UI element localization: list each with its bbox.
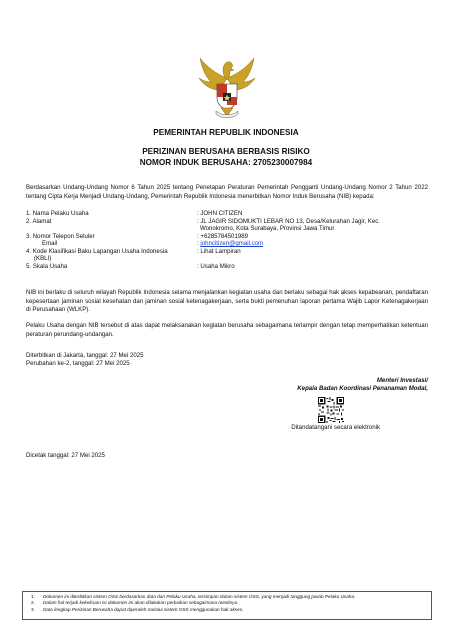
issue-dates (26, 352, 144, 369)
signer-title-2: Kepala Badan Koordinasi Penanaman Modal, (297, 385, 428, 393)
applicant-fields (26, 210, 436, 270)
address-line-2: Wonokromo, Kota Surabaya, Provinsi Jawa Timur (200, 225, 335, 232)
footnote-text: Dalam hal terjadi kekeliruan isi dokumen ini akan dilakukan perbaikan sebagaimana mestinya. (43, 600, 239, 606)
garuda-emblem-icon (196, 56, 258, 122)
kbli-label-line-1: 4. Kode Klasifikasi Baku Lapangan Usaha Indonesia (26, 247, 168, 255)
issued-date: Diterbitkan di Jakarta, tanggal: 27 Mei 2025 (26, 352, 144, 359)
footnote-number: 3. (31, 606, 35, 612)
field-row-address (26, 218, 436, 233)
revision-date: Perubahan ke-2, tanggal: 27 Mei 2025 (26, 360, 130, 368)
email-link[interactable]: johncitizen@gmail.com (200, 240, 264, 247)
footnote-box (22, 591, 432, 620)
field-label: 1. Nama Pelaku Usaha (26, 210, 89, 217)
field-label (26, 248, 197, 263)
field-row-kbli (26, 248, 436, 263)
field-value: : JOHN CITIZEN (197, 210, 243, 217)
kbli-label-line-2: (KBLI) (34, 255, 52, 262)
field-value (197, 218, 436, 233)
intro-paragraph: Berdasarkan Undang-Undang Nomor 6 Tahun 2025 tentang Penetapan Peraturan Pemerintah Pengganti Undang-Undang Nomor 2 Tahun 2022 tentang Cipta Kerja Menjadi Undang-Undang, Pemerintah Republik Indonesia menerbitkan Nomor Induk Berusaha (NIB) kepada: (26, 184, 428, 200)
field-label: Email (42, 240, 58, 247)
nib-number: NOMOR INDUK BERUSAHA: 2705230007984 (139, 158, 313, 167)
signer-title-1: Menteri Investasi/ (376, 377, 428, 384)
address-line-1: : JL JAGIR SIDOMUKTI LEBAR NO 13, Desa/Kelurahan Jagir, Kec. (197, 217, 380, 225)
field-row-name (26, 210, 436, 218)
nib-validity-paragraph: NIB ini berlaku di seluruh wilayah Republik Indonesia selama menjalankan kegiatan usaha dan berlaku sebagai hak akses kepabeanan, pendaftaran kepesertaan jaminan sosial kesehatan dan jaminan sosial ketenagakerjaan, serta bukti pemenuhan laporan pertama Wajib Lapor Ketenagakerjaan di Perusahaan (WLKP). (26, 289, 428, 314)
email-prefix: : (197, 240, 201, 247)
footnote-text: Data lengkap Perizinan Berusaha dapat diperoleh melalui sistem OSS menggunakan hak akses. (43, 606, 244, 612)
activity-paragraph: Pelaku Usaha dengan NIB tersebut di atas dapat melaksanakan kegiatan berusaha sebagaimana terlampir dengan tetap memperhatikan ketentuan peraturan perundang-undangan. (26, 322, 428, 338)
footnote-text: Dokumen ini diterbitkan sistem OSS berdasarkan data dari Pelaku Usaha, tersimpan dalam sistem OSS, yang menjadi tanggung jawab Pelaku Usaha. (43, 594, 356, 599)
field-value: : Usaha Mikro (197, 262, 235, 270)
signer-block (232, 377, 428, 394)
license-title: PERIZINAN BERUSAHA BERBASIS RISIKO (142, 147, 310, 156)
field-row-phone (26, 233, 436, 241)
field-value (197, 240, 436, 248)
field-label: 3. Nomor Telepon Seluler (26, 232, 95, 240)
government-heading: PEMERINTAH REPUBLIK INDONESIA (153, 128, 299, 137)
field-value: : Lihat Lampiran (197, 247, 241, 255)
footnote-number: 1. (31, 594, 35, 599)
printed-date: Dicetak tanggal: 27 Mei 2025 (26, 452, 105, 459)
qr-code-icon (318, 397, 344, 423)
field-label: 5. Skala Usaha (26, 262, 68, 270)
field-value: : +6285784501989 (197, 232, 249, 240)
field-row-email (26, 240, 436, 248)
field-row-scale (26, 263, 436, 271)
footnote-number: 2. (31, 600, 35, 606)
field-label: 2. Alamat (26, 217, 52, 225)
electronic-signature-note: Ditandatangani secara elektronik (291, 424, 380, 431)
footnote-item (31, 607, 425, 613)
